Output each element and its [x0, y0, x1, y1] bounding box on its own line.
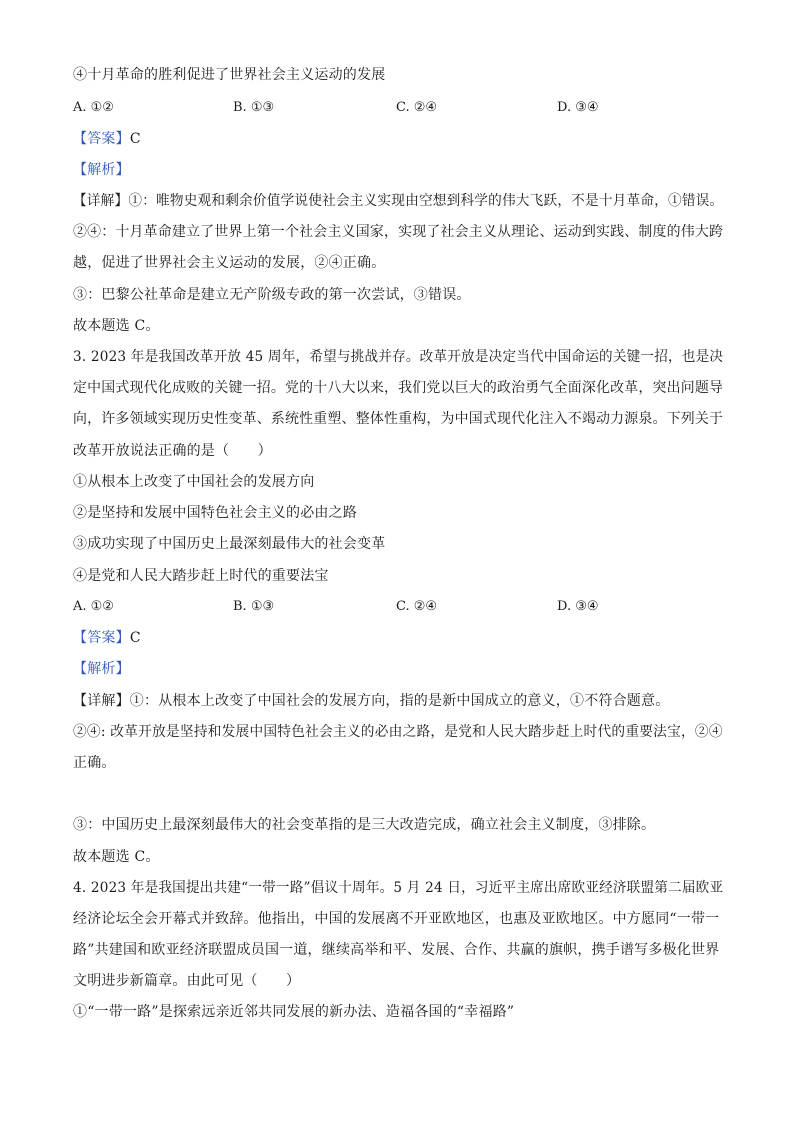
- q3-detail-line: 【详解】①：从根本上改变了中国社会的发展方向，指的是新中国成立的意义，①不符合题意。: [73, 693, 670, 709]
- q3-conclusion: 故本题选 C。: [73, 849, 160, 865]
- q3-option-4: ④是党和人民大踏步赶上时代的重要法宝: [73, 568, 329, 584]
- q3-stem-line: 改革开放说法正确的是（ ）: [73, 443, 272, 459]
- q2-option-4: ④十月革命的胜利促进了世界社会主义运动的发展: [73, 67, 386, 83]
- answer-label: 【答案】: [73, 131, 130, 147]
- q4-stem-line: 文明进步新篇章。由此可见（ ）: [73, 973, 301, 989]
- q3-choice-a: A. ①②: [73, 599, 114, 614]
- q2-choice-c: C. ②④: [396, 100, 438, 115]
- q2-choice-a: A. ①②: [73, 100, 114, 115]
- q2-detail-line: 【详解】①：唯物史观和剩余价值学说使社会主义实现由空想到科学的伟大飞跃，不是十月革命，①错误。: [73, 193, 724, 209]
- q2-detail-line: 越，促进了世界社会主义运动的发展，②④正确。: [73, 255, 386, 271]
- q3-option-3: ③成功实现了中国历史上最深刻最伟大的社会变革: [73, 536, 386, 552]
- q4-stem-line: 经济论坛全会开幕式并致辞。他指出，中国的发展离不开亚欧地区，也惠及亚欧地区。中方愿同“一带一: [73, 911, 720, 927]
- q3-stem-line: 定中国式现代化成败的关键一招。党的十八大以来，我们党以巨大的政治勇气全面深化改革，突出问题导: [73, 380, 724, 396]
- answer-value: C: [129, 131, 141, 147]
- q2-answer: [73, 129, 141, 149]
- q3-stem-line: 向，许多领域实现历史性变革、系统性重塑、整体性重构，为中国式现代化注入不竭动力源泉。下列关于: [73, 411, 724, 427]
- q4-option-1: ①“一带一路”是探索远亲近邻共同发展的新办法、造福各国的“幸福路”: [73, 1004, 515, 1020]
- q2-choice-b: B. ①③: [233, 100, 275, 115]
- q3-detail-line: ②④: 改革开放是坚持和发展中国特色社会主义的必由之路，是党和人民大踏步赶上时代的重要法宝，②④: [73, 724, 723, 740]
- answer-label: 【答案】: [73, 630, 130, 646]
- q2-conclusion: 故本题选 C。: [73, 318, 160, 334]
- q2-analysis-label: 【解析】: [73, 162, 130, 178]
- q3-choice-c: C. ②④: [396, 599, 438, 614]
- q3-choice-b: B. ①③: [233, 599, 275, 614]
- q3-stem-line: 3. 2023 年是我国改革开放 45 周年，希望与挑战并存。改革开放是决定当代中国命运的关键一招，也是决: [73, 349, 724, 365]
- q2-choice-d: D. ③④: [557, 100, 599, 115]
- q2-detail-line: ③：巴黎公社革命是建立无产阶级专政的第一次尝试，③错误。: [73, 287, 471, 303]
- q3-detail-line: 正确。: [73, 755, 116, 771]
- q4-stem-line: 4. 2023 年是我国提出共建“一带一路”倡议十周年。5 月 24 日，习近平主席出席欧亚经济联盟第二届欧亚: [73, 880, 724, 896]
- q3-choice-d: D. ③④: [557, 599, 599, 614]
- q3-analysis-label: 【解析】: [73, 661, 130, 677]
- q2-detail-line: ②④：十月革命建立了世界上第一个社会主义国家，实现了社会主义从理论、运动到实践、制度的伟大跨: [73, 224, 724, 240]
- q3-option-2: ②是坚持和发展中国特色社会主义的必由之路: [73, 505, 357, 521]
- q3-detail-line: ③：中国历史上最深刻最伟大的社会变革指的是三大改造完成，确立社会主义制度，③排除。: [73, 817, 656, 833]
- q4-stem-line: 路”共建国和欧亚经济联盟成员国一道，继续高举和平、发展、合作、共赢的旗帜，携手谱写多极化世界: [73, 942, 720, 958]
- q3-option-1: ①从根本上改变了中国社会的发展方向: [73, 474, 315, 490]
- answer-value: C: [129, 630, 141, 646]
- q3-answer: [73, 628, 141, 648]
